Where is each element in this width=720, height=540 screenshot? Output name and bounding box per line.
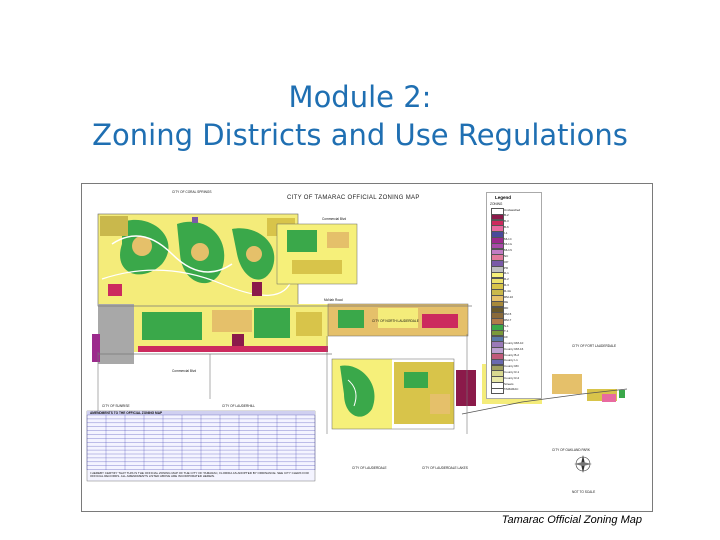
north-extension — [277, 224, 357, 284]
legend-label: RE — [504, 300, 509, 305]
label-fort-lauderdale: CITY OF FORT LAUDERDALE — [572, 344, 617, 348]
label-oakland-park: CITY OF OAKLAND PARK — [552, 448, 590, 452]
legend-label: RM-10 — [504, 294, 514, 299]
legend-label: T-1 — [504, 329, 509, 334]
legend-item — [491, 382, 541, 387]
map-heading: CITY OF TAMARAC OFFICIAL ZONING MAP — [287, 195, 420, 201]
legend-item — [491, 214, 541, 219]
label-lauderdale-lakes: CITY OF LAUDERDALE LAKES — [422, 466, 468, 470]
map-caption: Tamarac Official Zoning Map — [501, 514, 642, 526]
legend-subtitle: ZONING — [490, 202, 503, 206]
legend-swatch — [491, 388, 504, 395]
north-arrow-icon — [573, 454, 593, 474]
legend-item — [491, 254, 541, 259]
table-caption: AMENDMENTS TO THE OFFICIAL ZONING MAP — [90, 411, 163, 415]
legend-item — [491, 359, 541, 364]
legend-label: TAMARAC — [504, 387, 519, 392]
legend-label: County RM-16 — [504, 346, 524, 351]
legend-item — [491, 260, 541, 265]
legend-label: NC — [504, 253, 509, 258]
legend-item — [491, 324, 541, 329]
legend-item — [491, 336, 541, 341]
legend-label: County I-1 — [504, 358, 518, 363]
legend-label: CF — [504, 335, 508, 340]
legend-item — [491, 266, 541, 271]
legend-label: R-2 — [504, 277, 509, 282]
legend-label: MU-C — [504, 236, 512, 241]
legend-item — [491, 307, 541, 312]
legend-item — [491, 272, 541, 277]
legend-label: B-3 — [504, 219, 509, 224]
legend-item — [491, 376, 541, 381]
legend-item — [491, 237, 541, 242]
legend-item — [491, 365, 541, 370]
legend-title: Legend — [495, 195, 512, 200]
legend-label: Streets — [504, 381, 514, 386]
slide-title-line-2: Zoning Districts and Use Regulations — [92, 118, 628, 152]
legend-item — [491, 295, 541, 300]
legend-item — [491, 353, 541, 358]
label-coral-springs: CITY OF CORAL SPRINGS — [172, 190, 212, 194]
northwest-district — [98, 214, 298, 306]
legend-item — [491, 289, 541, 294]
legend-item — [491, 249, 541, 254]
legend-item — [491, 231, 541, 236]
legend-label: MU-N — [504, 248, 512, 253]
label-sunrise: CITY OF SUNRISE — [102, 404, 130, 408]
slide-title-line-1: Module 2: — [288, 80, 432, 114]
legend-item — [491, 347, 541, 352]
legend-label: MU-G — [504, 242, 512, 247]
label-road-3: Commercial Blvd — [172, 369, 197, 373]
legend-item — [491, 370, 541, 375]
legend-label: B-2 — [504, 213, 509, 218]
legend-item — [491, 243, 541, 248]
legend-label: County B-2 — [504, 352, 520, 357]
legend-label: R-1 — [504, 271, 509, 276]
legend-label: RD — [504, 306, 509, 311]
zoning-map-image — [81, 183, 653, 512]
legend-label: RM-7 — [504, 317, 512, 322]
legend-item — [491, 330, 541, 335]
legend-item — [491, 225, 541, 230]
legend-label: Unclassified — [504, 207, 521, 212]
legend-label: B-6 — [504, 224, 509, 229]
slide-title — [0, 78, 720, 154]
legend-label: County RM-10 — [504, 340, 524, 345]
legend-item — [491, 283, 541, 288]
legend-label: R-4A — [504, 288, 511, 293]
label-lauderhill: CITY OF LAUDERHILL — [222, 404, 256, 408]
map-legend — [486, 192, 542, 399]
label-north-lauderdale: CITY OF NORTH LAUDERDALE — [372, 319, 419, 323]
legend-item — [491, 318, 541, 323]
legend-label: RM-5 — [504, 311, 512, 316]
legend-item — [491, 278, 541, 283]
legend-item — [491, 301, 541, 306]
legend-item — [491, 220, 541, 225]
zoning-map-graphic — [82, 184, 652, 511]
legend-item — [491, 208, 541, 213]
legend-item — [491, 312, 541, 317]
legend-item — [491, 341, 541, 346]
legend-label: PD — [504, 265, 509, 270]
legend-label: R-3 — [504, 282, 509, 287]
table-note: I HEREBY CERTIFY THAT THIS IS THE OFFICIAL ZONING MAP OF THE CITY OF TAMARAC, FLORIDA AS ADOPTED BY ORDINANCE. SEE CITY CLERK FOR OFFICIAL RECORDS. ALL AMENDMENTS LISTED ABOVE ARE INCORPORATED HEREIN. — [90, 472, 309, 479]
label-road-2: McNab Road — [324, 298, 343, 302]
legend-label: County RD — [504, 364, 519, 369]
legend-item — [491, 388, 541, 393]
legend-label: County R-2 — [504, 375, 520, 380]
label-lauderdale: CITY OF LAUDERDALE — [352, 466, 387, 470]
legend-label: OP — [504, 259, 509, 264]
legend-label: I-1 — [504, 230, 508, 235]
label-not-to-scale: NOT TO SCALE — [572, 490, 596, 494]
legend-label: County R-1 — [504, 369, 520, 374]
label-road-1: Commercial Blvd — [322, 217, 347, 221]
legend-label: S-1 — [504, 323, 509, 328]
